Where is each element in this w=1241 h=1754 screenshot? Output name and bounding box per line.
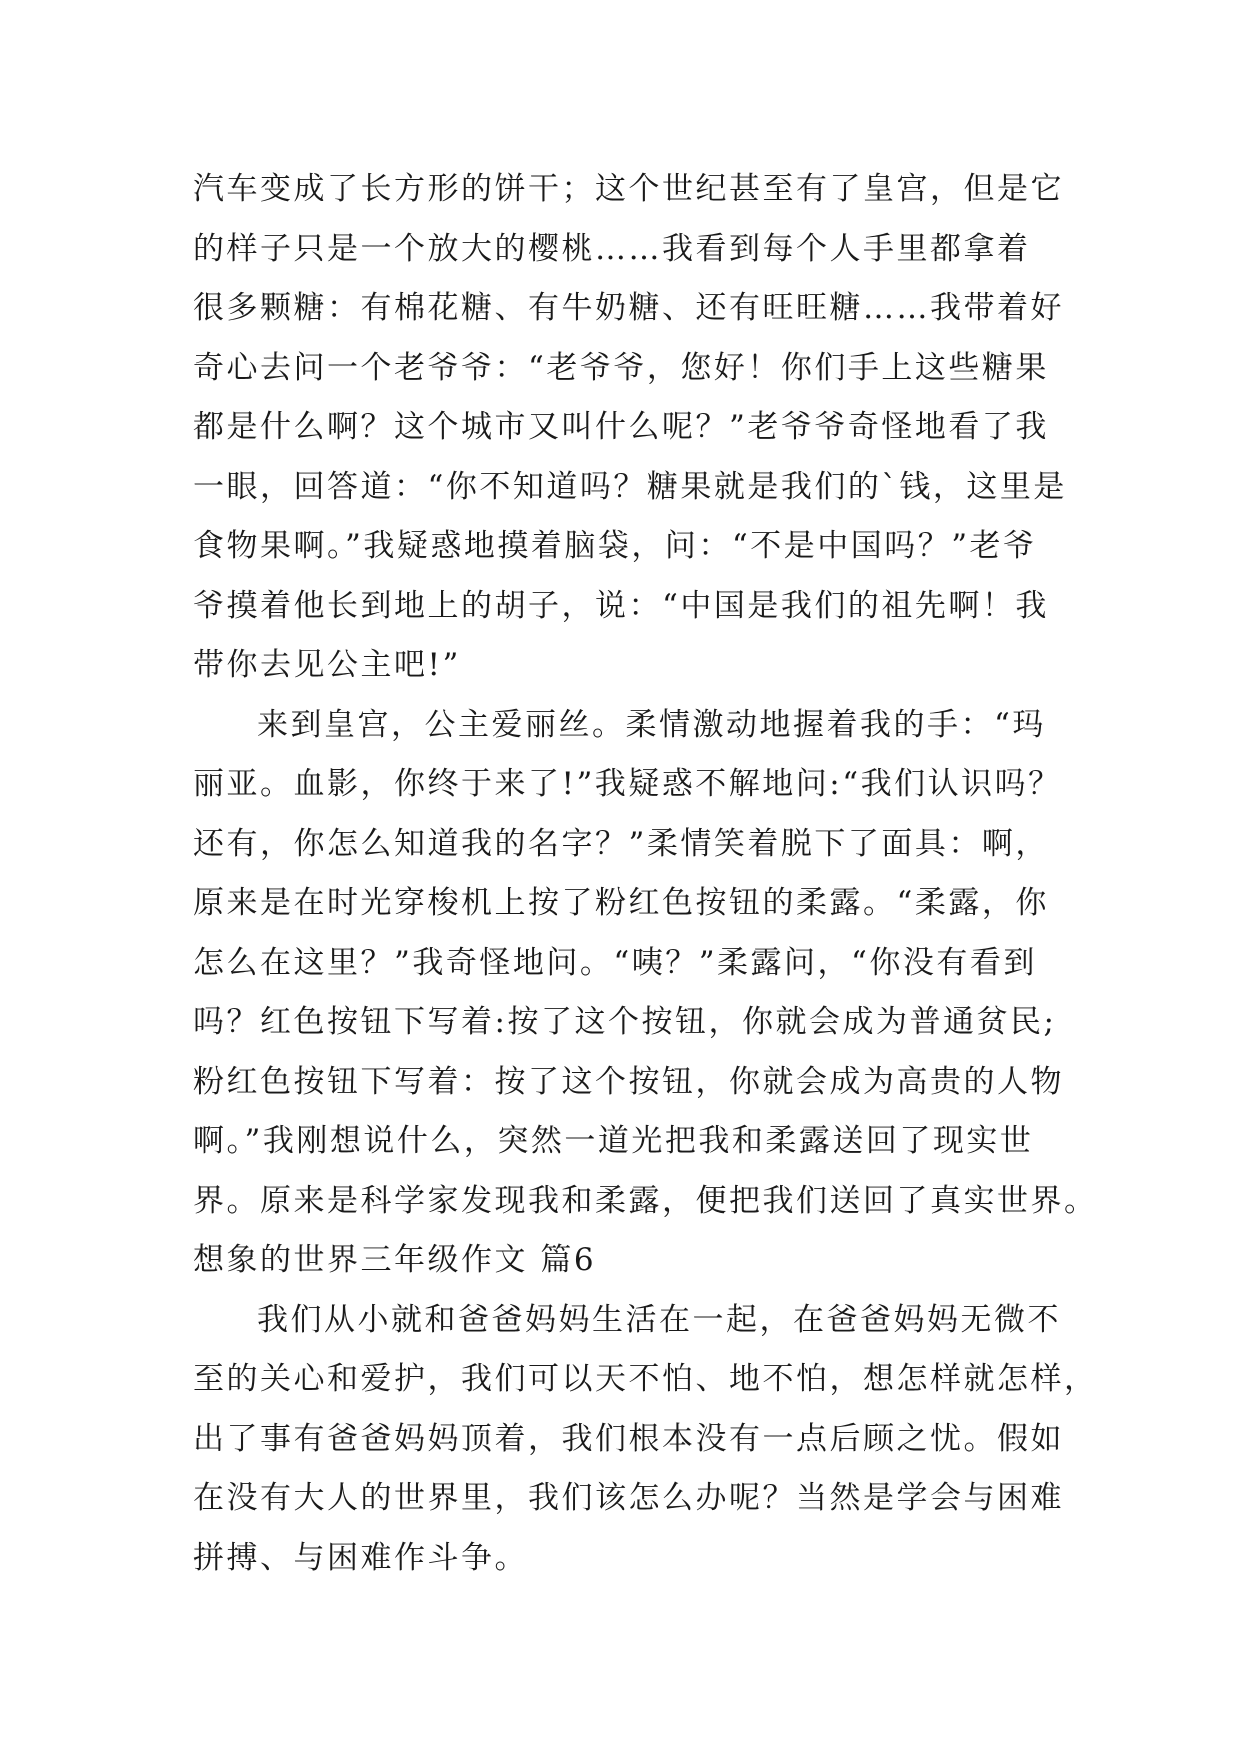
text-line: 出了事有爸爸妈妈顶着，我们根本没有一点后顾之忧。假如 <box>193 1420 1064 1457</box>
text-line: 爷摸着他长到地上的胡子，说：“中国是我们的祖先啊！我 <box>193 587 1049 624</box>
text-line: 拼搏、与困难作斗争。 <box>193 1539 528 1576</box>
text-line: 奇心去问一个老爷爷：“老爷爷，您好！你们手上这些糖果 <box>193 349 1049 386</box>
text-line: 想象的世界三年级作文 篇6 <box>193 1242 597 1278</box>
document-body <box>193 160 1098 1588</box>
text-line: 带你去见公主吧!” <box>193 647 461 683</box>
text-line: 怎么在这里？”我奇怪地问。“咦？”柔露问，“你没有看到 <box>193 944 1037 981</box>
text-line: 丽亚。血影，你终于来了!”我疑惑不解地问:“我们认识吗？ <box>193 766 1062 802</box>
text-line: 一眼，回答道：“你不知道吗？糖果就是我们的`钱，这里是 <box>193 468 1067 505</box>
text-line: 至的关心和爱护，我们可以天不怕、地不怕，想怎样就怎样， <box>193 1361 1098 1397</box>
text-line: 汽车变成了长方形的饼干；这个世纪甚至有了皇宫，但是它 <box>193 171 1064 207</box>
text-line: 很多颗糖：有棉花糖、有牛奶糖、还有旺旺糖……我带着好 <box>193 290 1064 326</box>
text-line: 吗？红色按钮下写着:按了这个按钮，你就会成为普通贫民; <box>193 1004 1057 1040</box>
text-line: 我们从小就和爸爸妈妈生活在一起，在爸爸妈妈无微不 <box>257 1301 1061 1338</box>
text-line: 来到皇宫，公主爱丽丝。柔情激动地握着我的手：“玛 <box>257 706 1046 743</box>
text-line: 在没有大人的世界里，我们该怎么办呢？当然是学会与困难 <box>193 1480 1064 1516</box>
text-line: 原来是在时光穿梭机上按了粉红色按钮的柔露。“柔露，你 <box>193 885 1049 921</box>
text-line: 啊。”我刚想说什么，突然一道光把我和柔露送回了现实世 <box>193 1123 1034 1159</box>
text-line: 界。原来是科学家发现我和柔露，便把我们送回了真实世界。 <box>193 1182 1098 1219</box>
text-line: 还有，你怎么知道我的名字？”柔情笑着脱下了面具：啊， <box>193 825 1049 862</box>
text-line: 食物果啊。”我疑惑地摸着脑袋，问：“不是中国吗？”老爷 <box>193 528 1037 564</box>
text-line: 的样子只是一个放大的樱桃……我看到每个人手里都拿着 <box>193 230 1031 267</box>
text-line: 都是什么啊？这个城市又叫什么呢？”老爷爷奇怪地看了我 <box>193 409 1049 445</box>
text-line: 粉红色按钮下写着：按了这个按钮，你就会成为高贵的人物 <box>193 1063 1064 1100</box>
